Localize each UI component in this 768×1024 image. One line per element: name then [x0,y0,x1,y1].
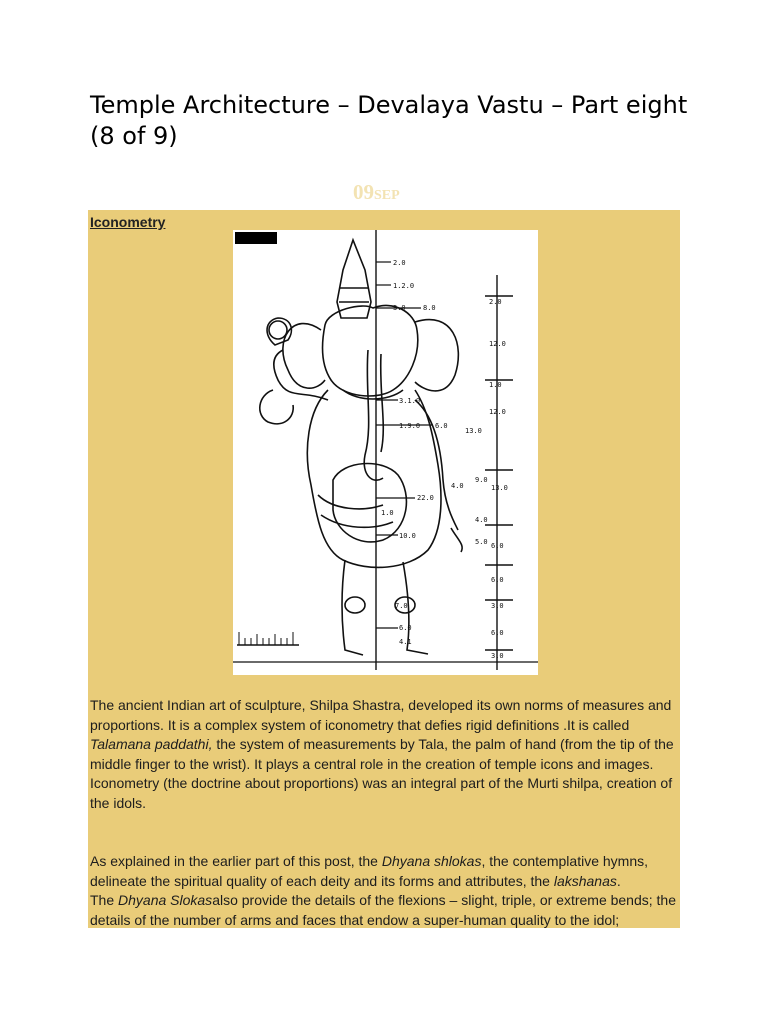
svg-text:9.0: 9.0 [475,476,488,484]
paragraph2-term-lakshanas: lakshanas [553,872,617,889]
svg-text:6.0: 6.0 [491,576,504,584]
svg-text:13.0: 13.0 [465,427,482,435]
paragraph2-term-dhyana-shlokas: Dhyana shlokas [381,853,482,869]
svg-text:1.0: 1.0 [489,381,502,389]
paragraph2-text-e: . [616,872,621,889]
svg-text:22.0: 22.0 [417,494,434,502]
post-title: Temple Architecture – Devalaya Vastu – Part eight (8 of 9) [90,91,688,150]
paragraph1-text-a: The ancient Indian art of sculpture, Shilpa Shastra, developed its own norms of measures and proportions. It is a complex system of iconometry that defies rigid definitions .It is called [90,697,672,733]
section-heading[interactable]: Iconometry [90,214,166,230]
date-month: SEP [374,188,400,203]
svg-text:1.2.0: 1.2.0 [393,282,415,290]
paragraph1-term-talamana: Talamana paddathi, [90,736,213,752]
svg-text:3.0: 3.0 [491,602,504,610]
svg-text:1.9.0: 1.9.0 [399,422,421,430]
paragraph2-term-dhyana-slokas: Dhyana Slokas [118,892,213,908]
svg-text:12.0: 12.0 [489,340,506,348]
date-badge [353,180,433,205]
paragraph2-text-a: As explained in the earlier part of this post, the [90,853,382,869]
svg-text:7.0: 7.0 [395,602,408,610]
svg-text:5.0: 5.0 [475,538,488,546]
svg-text:3.0: 3.0 [393,304,406,312]
date-day: 09 [353,180,374,204]
svg-text:6.0: 6.0 [491,542,504,550]
svg-text:4.0: 4.0 [451,482,464,490]
ganesha-iconometry-drawing [233,230,538,675]
svg-text:1.0: 1.0 [381,509,394,517]
paragraph2-text-h: also provide the details of the flexions – slight, triple, or extreme bends; the details of the number of arms and faces that endow a super-human quality to the idol; [90,892,676,928]
svg-text:10.0: 10.0 [399,532,416,540]
svg-text:2.0: 2.0 [489,298,502,306]
paragraph-talamana [90,696,680,813]
paragraph-dhyana [90,852,680,930]
svg-text:6.0: 6.0 [491,629,504,637]
svg-text:6.0: 6.0 [435,422,448,430]
svg-text:4.0: 4.0 [475,516,488,524]
paragraph2-text-f: The [90,892,119,908]
svg-text:3.1.0: 3.1.0 [399,397,421,405]
svg-text:2.0: 2.0 [393,259,406,267]
svg-text:12.0: 12.0 [489,408,506,416]
paragraph1-text-c: the system of measurements by Tala, the palm of hand (from the tip of the middle finger to the wrist). It plays a central role in the creation of temple icons and images. [90,736,674,772]
post-content [88,210,680,928]
iconometry-figure [233,230,538,675]
paragraph2-text-c: , the contemplative hymns, delineate the spiritual quality of each deity and its forms and attributes, the [90,853,648,889]
svg-text:6.0: 6.0 [399,624,412,632]
svg-text:3.0: 3.0 [491,652,504,660]
svg-text:4.1: 4.1 [399,638,412,646]
svg-text:8.0: 8.0 [423,304,436,312]
svg-text:13.0: 13.0 [491,484,508,492]
paragraph1-text-d: Iconometry (the doctrine about proportions) was an integral part of the Murti shilpa, creation of the idols. [90,775,673,811]
